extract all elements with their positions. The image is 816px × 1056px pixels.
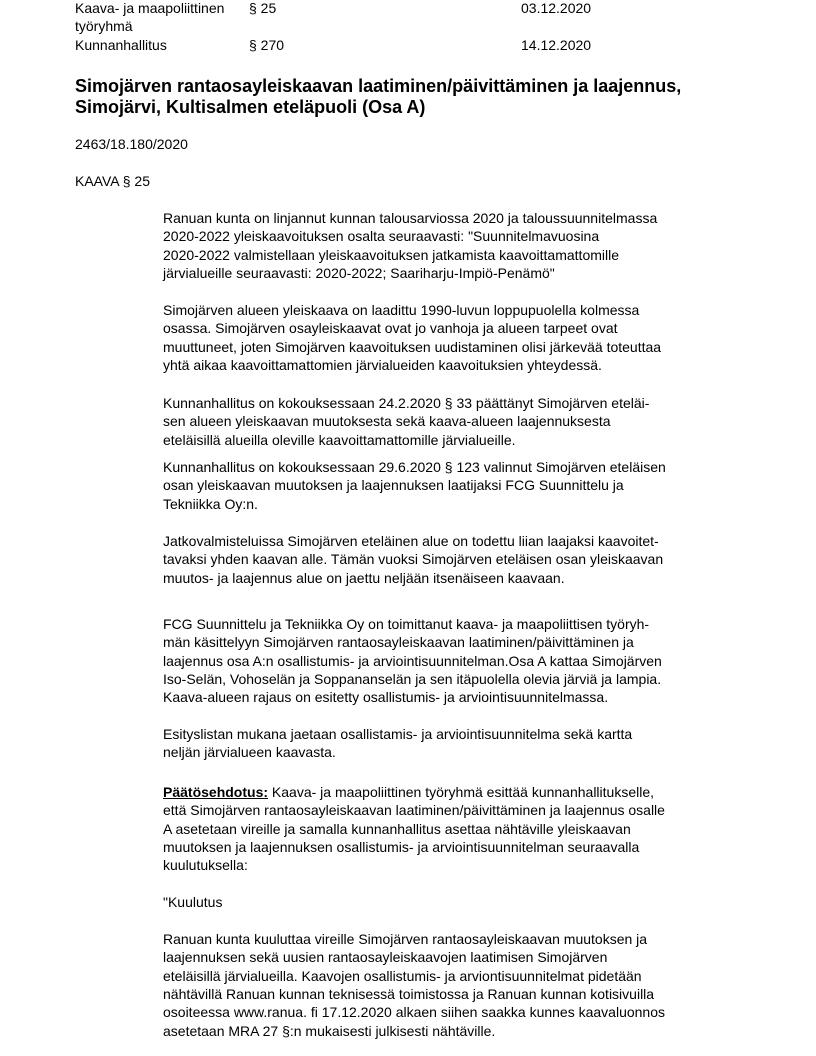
paragraph-line: että Simojärven rantaosayleiskaavan laatiminen/päivittäminen ja laajennus osalle (163, 802, 665, 819)
title-line: Simojärvi, Kultisalmen eteläpuoli (Osa A) (75, 97, 426, 117)
paragraph-line: A asetetaan vireille ja samalla kunnanhallitus asettaa nähtäville yleiskaavan (163, 820, 631, 837)
paragraph-line (163, 783, 753, 801)
body-paragraph (163, 209, 753, 282)
paragraph-line: "Kuulutus (163, 894, 223, 910)
meeting-section: § 270 (249, 37, 285, 53)
meeting-body-name: Kunnanhallitus (75, 37, 167, 53)
paragraph-line: yhtä aikaa kaavoittamattomien järvialueiden kaavoituksien yhteydessä. (163, 357, 602, 374)
paragraph-line: FCG Suunnittelu ja Tekniikka Oy on toimittanut kaava- ja maapoliittisen työryh- (163, 616, 650, 632)
meeting-section: § 25 (249, 0, 277, 16)
body-paragraph (163, 394, 753, 449)
case-number: 2463/18.180/2020 (75, 136, 188, 152)
body-paragraph (163, 930, 753, 1040)
body-paragraph (163, 783, 753, 875)
meeting-body-name: Kaava- ja maapoliittinen (75, 0, 225, 16)
paragraph-line: tavaksi yhden kaavan alle. Tämän vuoksi Simojärven eteläisen osan yleiskaavan (163, 551, 664, 568)
paragraph-line: Kunnanhallitus on kokouksessaan 24.2.2020 § 33 päättänyt Simojärven eteläi- (163, 395, 650, 411)
paragraph-line: muutoksen ja laajennuksen osallistumis- ja arviointisuunnitelman seuraavalla (163, 839, 640, 856)
meeting-date: 14.12.2020 (521, 37, 592, 53)
body-paragraph (163, 301, 753, 374)
paragraph-line: män käsittelyyn Simojärven rantaosayleiskaavan laatiminen/päivittäminen ja (163, 634, 634, 651)
paragraph-line: järvialueille seuraavasti: 2020-2022; Saariharju-Impiö-Penämö" (163, 265, 555, 282)
meeting-date: 03.12.2020 (521, 0, 592, 16)
meeting-body-name-cont: työryhmä (75, 18, 133, 34)
paragraph-line: eteläisillä järvialueilla. Kaavojen osallistumis- ja arviontisuunnitelmat pidetään (163, 967, 642, 984)
paragraph-line: Ranuan kunta on linjannut kunnan talousarviossa 2020 ja taloussuunnitelmassa (163, 210, 658, 226)
paragraph-line: Tekniikka Oy:n. (163, 495, 258, 512)
paragraph-line: nähtävillä Ranuan kunnan teknisessä toimistossa ja Ranuan kunnan kotisivuilla (163, 986, 655, 1003)
paragraph-line: Simojärven alueen yleiskaava on laadittu 1990-luvun loppupuolella kolmessa (163, 302, 640, 318)
decision-proposal-label: Päätösehdotus: (163, 784, 269, 800)
body-paragraph (163, 725, 753, 762)
paragraph-line: kuulutuksella: (163, 857, 248, 874)
paragraph-line: osoiteessa www.ranua. fi 17.12.2020 alkaen siihen saakka kunnes kaavaluonnos (163, 1004, 665, 1021)
body-paragraph (163, 458, 753, 513)
document-title (75, 76, 681, 118)
section-reference: KAAVA § 25 (75, 173, 150, 189)
paragraph-line: Esityslistan mukana jaetaan osallistamis- ja arviointisuunnitelma sekä kartta (163, 726, 633, 742)
paragraph-line: Ranuan kunta kuuluttaa vireille Simojärven rantaosayleiskaavan muutoksen ja (163, 931, 648, 947)
paragraph-line: neljän järvialueen kaavasta. (163, 744, 336, 761)
paragraph-line: sen alueen yleiskaavan muutoksesta sekä kaava-alueen laajennuksesta (163, 413, 611, 430)
paragraph-line: laajennuksen sekä uusien rantaosayleiskaavojen laatimisen Simojärven (163, 949, 608, 966)
body-paragraph (163, 615, 753, 707)
title-line: Simojärven rantaosayleiskaavan laatiminen/päivittäminen ja laajennus, (75, 76, 682, 96)
paragraph-line: Iso-Selän, Vohoselän ja Soppananselän ja sen itäpuolella olevia järviä ja lampia. (163, 671, 662, 688)
paragraph-line: laajennus osa A:n osallistumis- ja arviointisuunnitelman.Osa A kattaa Simojärven (163, 652, 662, 669)
paragraph-line: Kaava-alueen rajaus on esitetty osallistumis- ja arviointisuunnitelmassa. (163, 689, 609, 706)
paragraph-line: muuttuneet, joten Simojärven kaavoituksen uudistaminen olisi järkevää toteuttaa (163, 338, 662, 355)
paragraph-line: Kunnanhallitus on kokouksessaan 29.6.2020 § 123 valinnut Simojärven eteläisen (163, 459, 666, 475)
paragraph-line: 2020-2022 valmistellaan yleiskaavoituksen jatkamista kaavoittamattomille (163, 246, 620, 263)
paragraph-line: 2020-2022 yleiskaavoituksen osalta seuraavasti: "Suunnitelmavuosina (163, 228, 600, 245)
paragraph-line: muutos- ja laajennus alue on jaettu neljään itsenäiseen kaavaan. (163, 569, 565, 586)
paragraph-line: asetetaan MRA 27 §:n mukaisesti julkisesti nähtäville. (163, 1022, 496, 1039)
paragraph-line: eteläisillä alueilla oleville kaavoittamattomille järvialueille. (163, 431, 516, 448)
paragraph-text: Kaava- ja maapoliittinen työryhmä esittää kunnanhallitukselle, (268, 784, 655, 800)
body-paragraph (163, 893, 753, 911)
paragraph-line: Jatkovalmisteluissa Simojärven eteläinen alue on todettu liian laajaksi kaavoitet- (163, 533, 659, 549)
body-paragraph (163, 532, 753, 587)
paragraph-line: osassa. Simojärven osayleiskaavat ovat jo vanhoja ja alueen tarpeet ovat (163, 320, 618, 337)
paragraph-line: osan yleiskaavan muutoksen ja laajennuksen laatijaksi FCG Suunnittelu ja (163, 477, 624, 494)
